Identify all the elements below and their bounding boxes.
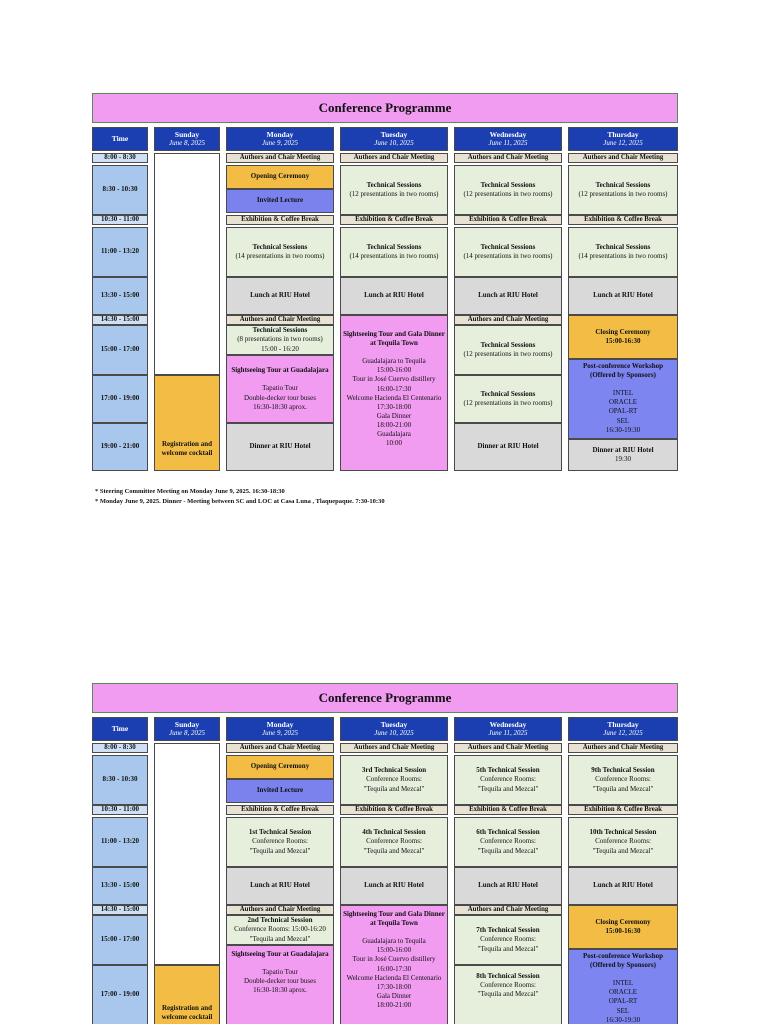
dinner: Dinner at RIU Hotel 19:30	[568, 439, 678, 471]
coffee-break: Exhibition & Coffee Break	[568, 805, 678, 815]
coffee-break: Exhibition & Coffee Break	[454, 215, 562, 225]
technical-sessions: Technical Sessions (8 presentations in two rooms) 15:00 - 16:20	[226, 325, 334, 355]
dinner: Dinner at RIU Hotel	[454, 423, 562, 471]
authors-meeting: Authors and Chair Meeting	[226, 905, 334, 915]
coffee-break: Exhibition & Coffee Break	[568, 215, 678, 225]
lunch: Lunch at RIU Hotel	[340, 277, 448, 315]
technical-session: 7th Technical Session Conference Rooms: "Tequila and Mezcal"	[454, 915, 562, 965]
technical-sessions: Technical Sessions (14 presentations in two rooms)	[454, 227, 562, 277]
lunch: Lunch at RIU Hotel	[226, 277, 334, 315]
technical-sessions: Technical Sessions (14 presentations in two rooms)	[226, 227, 334, 277]
lunch: Lunch at RIU Hotel	[454, 277, 562, 315]
coffee-break: Exhibition & Coffee Break	[226, 215, 334, 225]
technical-sessions: Technical Sessions (14 presentations in two rooms)	[340, 227, 448, 277]
coffee-break: Exhibition & Coffee Break	[454, 805, 562, 815]
time-slot: 14:30 - 15:00	[92, 315, 148, 325]
tequila-tour: Sightseeing Tour and Gala Dinner at Tequila Town Guadalajara to Tequila 15:00-16:00 Tour in José Cuervo distillery 16:00-17:30 Welcome Hacienda El Centenario 17:30-18:00 Gala Dinner 18:00-21:00	[340, 905, 448, 1024]
lunch: Lunch at RIU Hotel	[226, 867, 334, 905]
time-slot: 8:00 - 8:30	[92, 153, 148, 163]
thursday-header: Thursday June 12, 2025	[568, 717, 678, 741]
time-slot: 19:00 - 21:00	[92, 423, 148, 471]
sightseeing-guadalajara: Sightseeing Tour at Guadalajara Tapatio Tour Double-decker tour buses 16:30-18:30 aprox.	[226, 355, 334, 423]
authors-meeting: Authors and Chair Meeting	[454, 153, 562, 163]
lunch: Lunch at RIU Hotel	[568, 867, 678, 905]
coffee-break: Exhibition & Coffee Break	[340, 215, 448, 225]
authors-meeting: Authors and Chair Meeting	[454, 905, 562, 915]
time-slot: 17:00 - 19:00	[92, 375, 148, 423]
monday-header: Monday June 9, 2025	[226, 717, 334, 741]
technical-session: 4th Technical Session Conference Rooms: "Tequila and Mezcal"	[340, 817, 448, 867]
registration-cell: Registration and welcome cocktail	[154, 375, 220, 471]
technical-session: 6th Technical Session Conference Rooms: "Tequila and Mezcal"	[454, 817, 562, 867]
thursday-header: Thursday June 12, 2025	[568, 127, 678, 151]
time-slot: 13:30 - 15:00	[92, 277, 148, 315]
technical-sessions: Technical Sessions (12 presentations in two rooms)	[340, 165, 448, 215]
technical-session: 2nd Technical Session Conference Rooms: 15:00-16:20 "Tequila and Mezcal"	[226, 915, 334, 945]
programme-title: Conference Programme	[92, 683, 678, 713]
time-slot: 10:30 - 11:00	[92, 215, 148, 225]
technical-sessions: Technical Sessions (14 presentations in two rooms)	[568, 227, 678, 277]
time-slot: 11:00 - 13:20	[92, 227, 148, 277]
authors-meeting: Authors and Chair Meeting	[454, 315, 562, 325]
technical-sessions: Technical Sessions (12 presentations in two rooms)	[454, 375, 562, 423]
sunday-header: Sunday June 8, 2025	[154, 127, 220, 151]
sponsor-workshop: Post-conference Workshop (Offered by Sponsors) INTEL ORACLE OPAL-RT SEL 16:30-19:30	[568, 359, 678, 439]
technical-session: 8th Technical Session Conference Rooms: "Tequila and Mezcal"	[454, 965, 562, 1024]
time-slot: 13:30 - 15:00	[92, 867, 148, 905]
monday-header: Monday June 9, 2025	[226, 127, 334, 151]
time-header: Time	[92, 717, 148, 741]
time-slot: 8:30 - 10:30	[92, 755, 148, 805]
tequila-tour: Sightseeing Tour and Gala Dinner at Tequila Town Guadalajara to Tequila 15:00-16:00 Tour in José Cuervo distillery 16:00-17:30 Welcome Hacienda El Centenario 17:30-18:00 Gala Dinner 18:00-21:00 Guadalajara 10:00	[340, 315, 448, 471]
time-slot: 15:00 - 17:00	[92, 325, 148, 375]
time-slot: 15:00 - 17:00	[92, 915, 148, 965]
opening-ceremony: Opening Ceremony	[226, 165, 334, 189]
wednesday-header: Wednesday June 11, 2025	[454, 717, 562, 741]
footnote: * Monday June 9, 2025. Dinner - Meeting between SC and LOC at Casa Luna , Tlaquepaque. 7:30-10:30	[95, 498, 385, 506]
authors-meeting: Authors and Chair Meeting	[568, 743, 678, 753]
time-slot: 11:00 - 13:20	[92, 817, 148, 867]
authors-meeting: Authors and Chair Meeting	[340, 153, 448, 163]
lunch: Lunch at RIU Hotel	[568, 277, 678, 315]
coffee-break: Exhibition & Coffee Break	[226, 805, 334, 815]
authors-meeting: Authors and Chair Meeting	[454, 743, 562, 753]
time-slot: 10:30 - 11:00	[92, 805, 148, 815]
time-slot: 14:30 - 15:00	[92, 905, 148, 915]
authors-meeting: Authors and Chair Meeting	[226, 743, 334, 753]
tuesday-header: Tuesday June 10, 2025	[340, 127, 448, 151]
opening-ceremony: Opening Ceremony	[226, 755, 334, 779]
coffee-break: Exhibition & Coffee Break	[340, 805, 448, 815]
closing-ceremony: Closing Ceremony 15:00-16:30	[568, 905, 678, 949]
registration-cell: Registration and welcome cocktail	[154, 965, 220, 1024]
invited-lecture: Invited Lecture	[226, 189, 334, 213]
authors-meeting: Authors and Chair Meeting	[226, 315, 334, 325]
footnotes	[95, 487, 385, 507]
technical-session: 9th Technical Session Conference Rooms: "Tequila and Mezcal"	[568, 755, 678, 805]
invited-lecture: Invited Lecture	[226, 779, 334, 803]
empty-cell	[154, 153, 220, 375]
programme-title: Conference Programme	[92, 93, 678, 123]
technical-session: 5th Technical Session Conference Rooms: "Tequila and Mezcal"	[454, 755, 562, 805]
sightseeing-guadalajara: Sightseeing Tour at Guadalajara Tapatio Tour Double-decker tour buses 16:30-18:30 aprox.	[226, 945, 334, 1024]
lunch: Lunch at RIU Hotel	[454, 867, 562, 905]
technical-session: 10th Technical Session Conference Rooms: "Tequila and Mezcal"	[568, 817, 678, 867]
closing-ceremony: Closing Ceremony 15:00-16:30	[568, 315, 678, 359]
time-header: Time	[92, 127, 148, 151]
empty-cell	[154, 743, 220, 965]
authors-meeting: Authors and Chair Meeting	[340, 743, 448, 753]
tuesday-header: Tuesday June 10, 2025	[340, 717, 448, 741]
sponsor-workshop: Post-conference Workshop (Offered by Sponsors) INTEL ORACLE OPAL-RT SEL 16:30-19:30	[568, 949, 678, 1024]
time-slot: 8:30 - 10:30	[92, 165, 148, 215]
authors-meeting: Authors and Chair Meeting	[226, 153, 334, 163]
footnote: * Steering Committee Meeting on Monday June 9, 2025. 16:30-18:30	[95, 488, 285, 495]
technical-sessions: Technical Sessions (12 presentations in two rooms)	[454, 325, 562, 375]
authors-meeting: Authors and Chair Meeting	[568, 153, 678, 163]
technical-sessions: Technical Sessions (12 presentations in two rooms)	[454, 165, 562, 215]
time-slot: 8:00 - 8:30	[92, 743, 148, 753]
technical-session: 1st Technical Session Conference Rooms: "Tequila and Mezcal"	[226, 817, 334, 867]
dinner: Dinner at RIU Hotel	[226, 423, 334, 471]
sunday-header: Sunday June 8, 2025	[154, 717, 220, 741]
lunch: Lunch at RIU Hotel	[340, 867, 448, 905]
technical-session: 3rd Technical Session Conference Rooms: "Tequila and Mezcal"	[340, 755, 448, 805]
wednesday-header: Wednesday June 11, 2025	[454, 127, 562, 151]
time-slot: 17:00 - 19:00	[92, 965, 148, 1024]
technical-sessions: Technical Sessions (12 presentations in two rooms)	[568, 165, 678, 215]
